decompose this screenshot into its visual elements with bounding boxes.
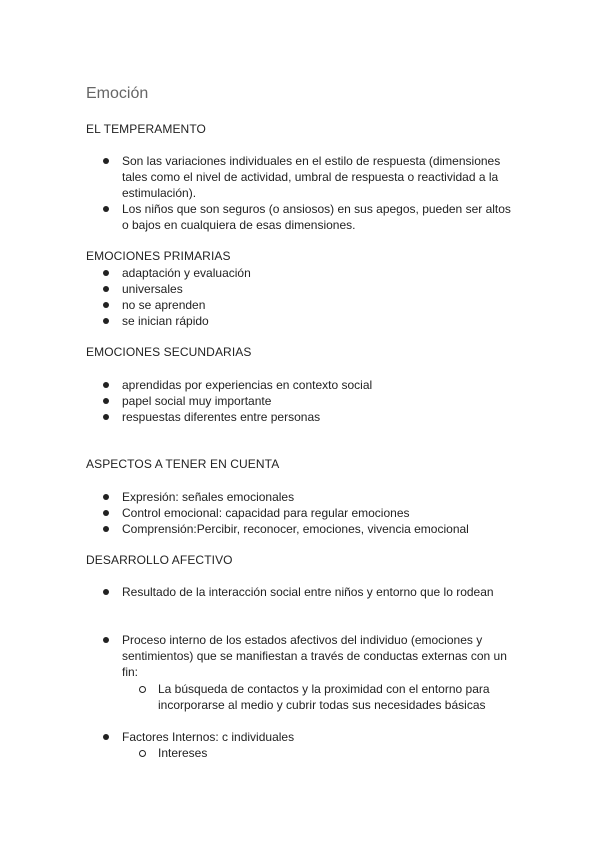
circle-bullet-icon xyxy=(139,686,146,693)
list-item: universales xyxy=(122,282,183,296)
sub-list-item-line: La búsqueda de contactos y la proximidad con el entorno para xyxy=(158,682,490,696)
bullet-icon xyxy=(103,206,109,212)
list-item: Expresión: señales emocionales xyxy=(122,490,295,504)
page-title: Emoción xyxy=(86,85,149,102)
bullet-icon xyxy=(103,158,109,164)
list-item: Factores Internos: c individuales xyxy=(122,730,295,744)
list-item-line: o bajos en cualquiera de esas dimensiones. xyxy=(122,218,356,232)
list-item: papel social muy importante xyxy=(122,394,272,408)
list-item: Comprensión:Percibir, reconocer, emociones, vivencia emocional xyxy=(122,522,469,536)
list-item: aprendidas por experiencias en contexto social xyxy=(122,378,373,392)
list-item-line: Son las variaciones individuales en el estilo de respuesta (dimensiones xyxy=(122,154,501,168)
bullet-icon xyxy=(103,414,109,420)
bullet-icon xyxy=(103,318,109,324)
circle-bullet-icon xyxy=(139,750,146,757)
bullet-icon xyxy=(103,734,109,740)
sub-list-item-line: incorporarse al medio y cubrir todas sus necesidades básicas xyxy=(158,698,486,712)
list-item: se inician rápido xyxy=(122,314,209,328)
list-item-line: Proceso interno de los estados afectivos del individuo (emociones y xyxy=(122,633,483,647)
bullet-icon xyxy=(103,510,109,516)
list-item: adaptación y evaluación xyxy=(122,266,251,280)
list-item-line: estimulación). xyxy=(122,186,197,200)
bullet-icon xyxy=(103,494,109,500)
bullet-icon xyxy=(103,589,109,595)
list-item: respuestas diferentes entre personas xyxy=(122,410,321,424)
list-item: Control emocional: capacidad para regular emociones xyxy=(122,506,410,520)
bullet-icon xyxy=(103,382,109,388)
sub-list-item: Intereses xyxy=(158,746,208,760)
section-heading-primarias: EMOCIONES PRIMARIAS xyxy=(86,249,231,263)
list-item-line: fin: xyxy=(122,665,139,679)
list-item: Resultado de la interacción social entre niños y entorno que lo rodean xyxy=(122,585,494,599)
list-item-line: Los niños que son seguros (o ansiosos) en sus apegos, pueden ser altos xyxy=(122,202,511,216)
list-item: no se aprenden xyxy=(122,298,206,312)
bullet-icon xyxy=(103,286,109,292)
bullet-icon xyxy=(103,398,109,404)
section-heading-secundarias: EMOCIONES SECUNDARIAS xyxy=(86,345,252,359)
section-heading-temperamento: EL TEMPERAMENTO xyxy=(86,122,206,136)
section-heading-aspectos: ASPECTOS A TENER EN CUENTA xyxy=(86,457,280,471)
list-item-line: tales como el nivel de actividad, umbral de respuesta o reactividad a la xyxy=(122,170,499,184)
bullet-icon xyxy=(103,302,109,308)
bullet-icon xyxy=(103,526,109,532)
bullet-icon xyxy=(103,637,109,643)
list-item-line: sentimientos) que se manifiestan a través de conductas externas con un xyxy=(122,649,507,663)
bullet-icon xyxy=(103,270,109,276)
section-heading-desarrollo: DESARROLLO AFECTIVO xyxy=(86,553,233,567)
